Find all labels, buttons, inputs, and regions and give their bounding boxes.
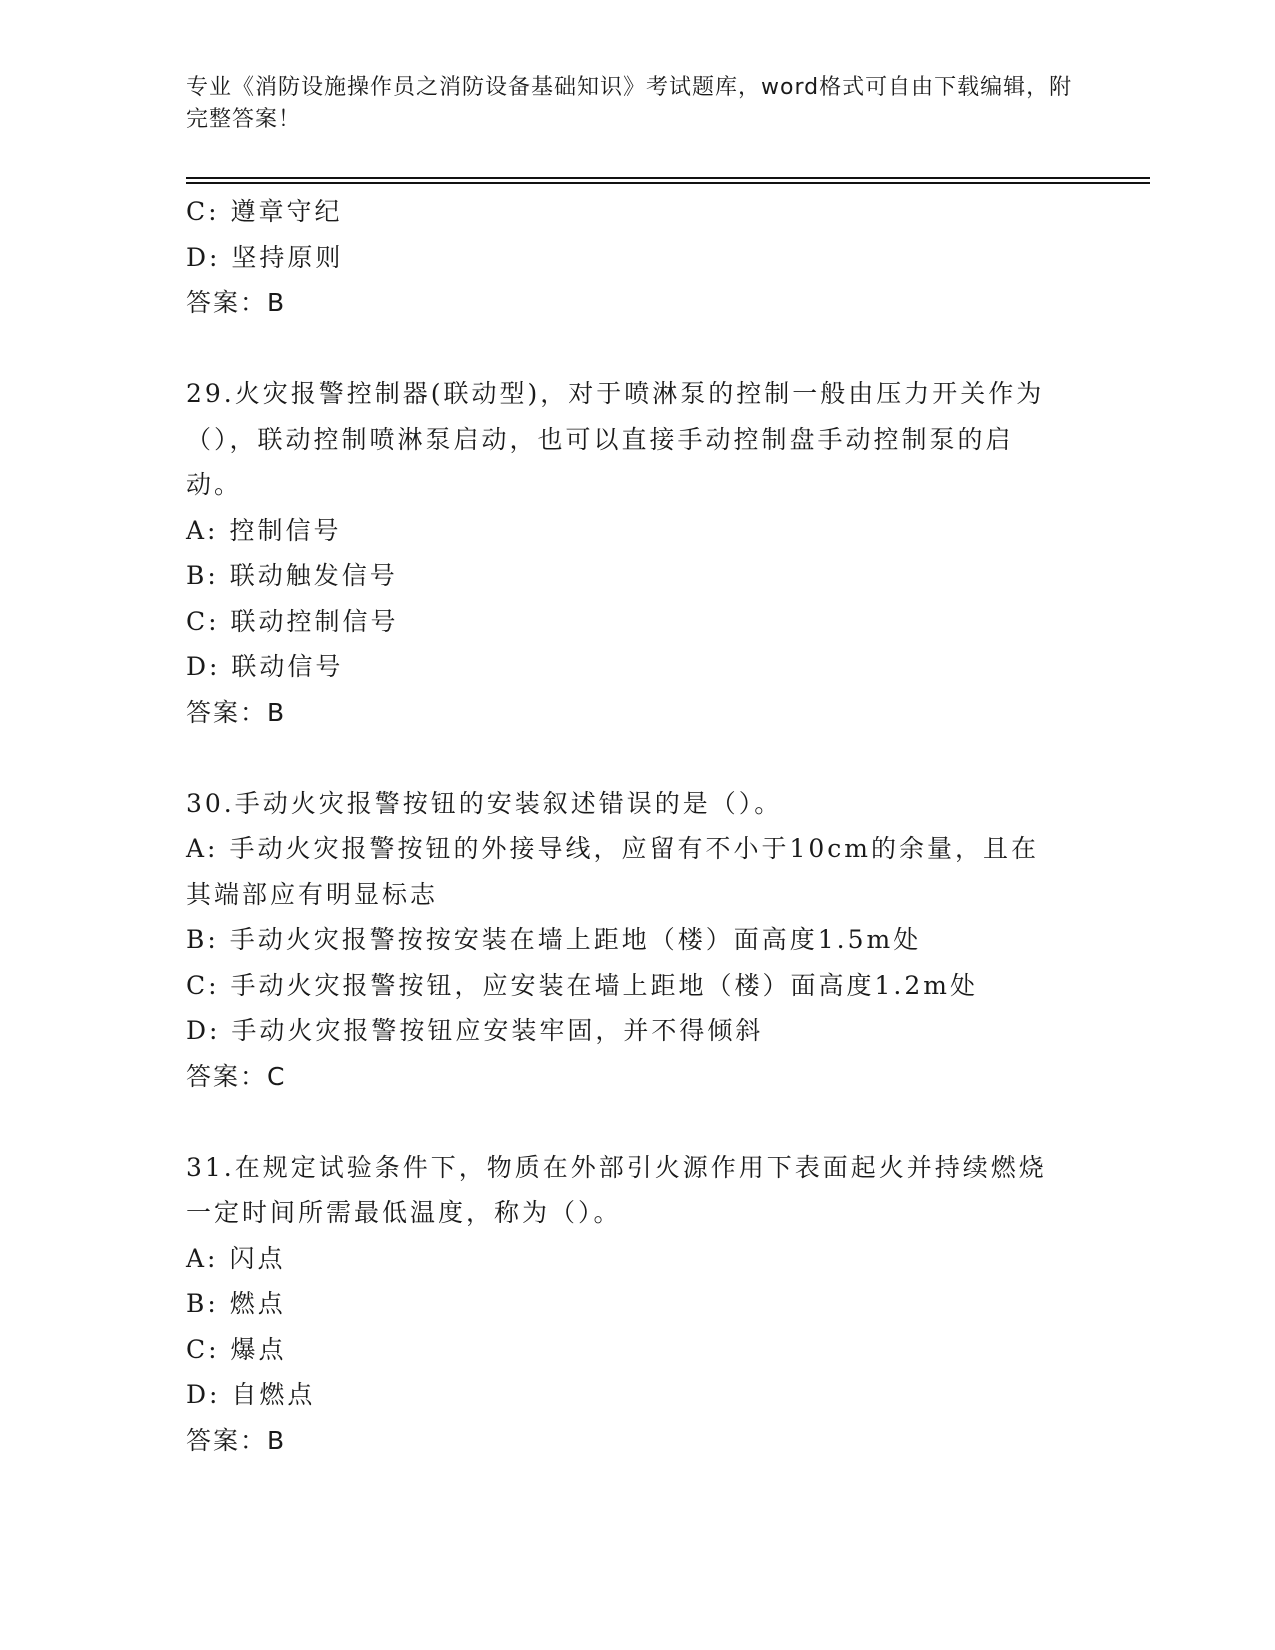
option-a	[186, 1236, 1086, 1282]
option-letter: C:	[186, 970, 220, 1000]
option-text: 遵章守纪	[230, 197, 343, 226]
option-letter: A:	[186, 515, 219, 545]
option-text: 联动触发信号	[229, 561, 398, 590]
option-a	[186, 826, 1066, 917]
spacer	[186, 326, 1086, 372]
answer-line: 答案：B	[186, 288, 287, 317]
question-31	[186, 1145, 1086, 1464]
option-text: 闪点	[229, 1243, 286, 1273]
option-text: 手动火灾报警按钮的外接导线，应留有不小于10cm的余量，且在其端部应有明显标志	[186, 834, 1039, 909]
question-text: 30.手动火灾报警按钮的安装叙述错误的是（）。	[186, 788, 783, 818]
option-letter: B:	[186, 561, 219, 590]
option-text: 手动火灾报警按按安装在墙上距地（楼）面高度1.5m处	[229, 925, 922, 954]
question-list	[186, 189, 1086, 1463]
option-b	[186, 553, 1086, 599]
option-text: 燃点	[229, 1289, 286, 1318]
question-text: 31.在规定试验条件下，物质在外部引火源作用下表面起火并持续燃烧一定时间所需最低温度，称为（）。	[186, 1152, 1047, 1227]
option-text: 控制信号	[229, 515, 342, 545]
question-29	[186, 371, 1086, 735]
option-letter: D:	[186, 652, 221, 681]
option-b	[186, 917, 1086, 963]
option-c	[186, 963, 1086, 1009]
option-text: 手动火灾报警按钮应安装牢固，并不得倾斜	[231, 1016, 764, 1045]
question-30	[186, 781, 1086, 1100]
option-text: 联动信号	[231, 652, 344, 681]
question-text: 29.火灾报警控制器(联动型)，对于喷淋泵的控制一般由压力开关作为（），联动控制喷淋泵启动，也可以直接手动控制盘手动控制泵的启动。	[186, 379, 1045, 499]
option-letter: C:	[186, 197, 220, 226]
option-d	[186, 644, 1086, 690]
option-d	[186, 1372, 1086, 1418]
option-letter: C:	[186, 1334, 220, 1364]
option-text: 坚持原则	[231, 242, 344, 272]
answer-line: 答案：C	[186, 1061, 287, 1091]
option-letter: D:	[186, 1016, 221, 1045]
answer-line: 答案：B	[186, 697, 287, 727]
option-letter: C:	[186, 606, 220, 636]
option-text: 联动控制信号	[230, 606, 399, 636]
option-c	[186, 1327, 1086, 1373]
option-d	[186, 235, 1086, 281]
option-letter: B:	[186, 925, 219, 954]
option-text: 手动火灾报警按钮，应安装在墙上距地（楼）面高度1.2m处	[230, 970, 978, 1000]
option-c	[186, 599, 1086, 645]
header-divider-top	[186, 177, 1150, 179]
option-letter: D:	[186, 242, 221, 272]
spacer	[186, 735, 1086, 781]
option-letter: D:	[186, 1380, 221, 1409]
answer-line: 答案：B	[186, 1425, 287, 1455]
option-text: 自燃点	[231, 1380, 316, 1409]
question-28-continuation	[186, 189, 1086, 326]
option-text: 爆点	[230, 1334, 287, 1364]
option-d	[186, 1008, 1086, 1054]
option-letter: A:	[186, 834, 219, 863]
spacer	[186, 1099, 1086, 1145]
header-divider-bottom	[186, 182, 1150, 184]
option-letter: B:	[186, 1289, 219, 1318]
option-b	[186, 1281, 1086, 1327]
option-a	[186, 508, 1086, 554]
option-c	[186, 189, 1086, 235]
page-header: 专业《消防设施操作员之消防设备基础知识》考试题库，word格式可自由下载编辑，附完整答案！	[186, 75, 1073, 132]
option-letter: A:	[186, 1243, 219, 1273]
